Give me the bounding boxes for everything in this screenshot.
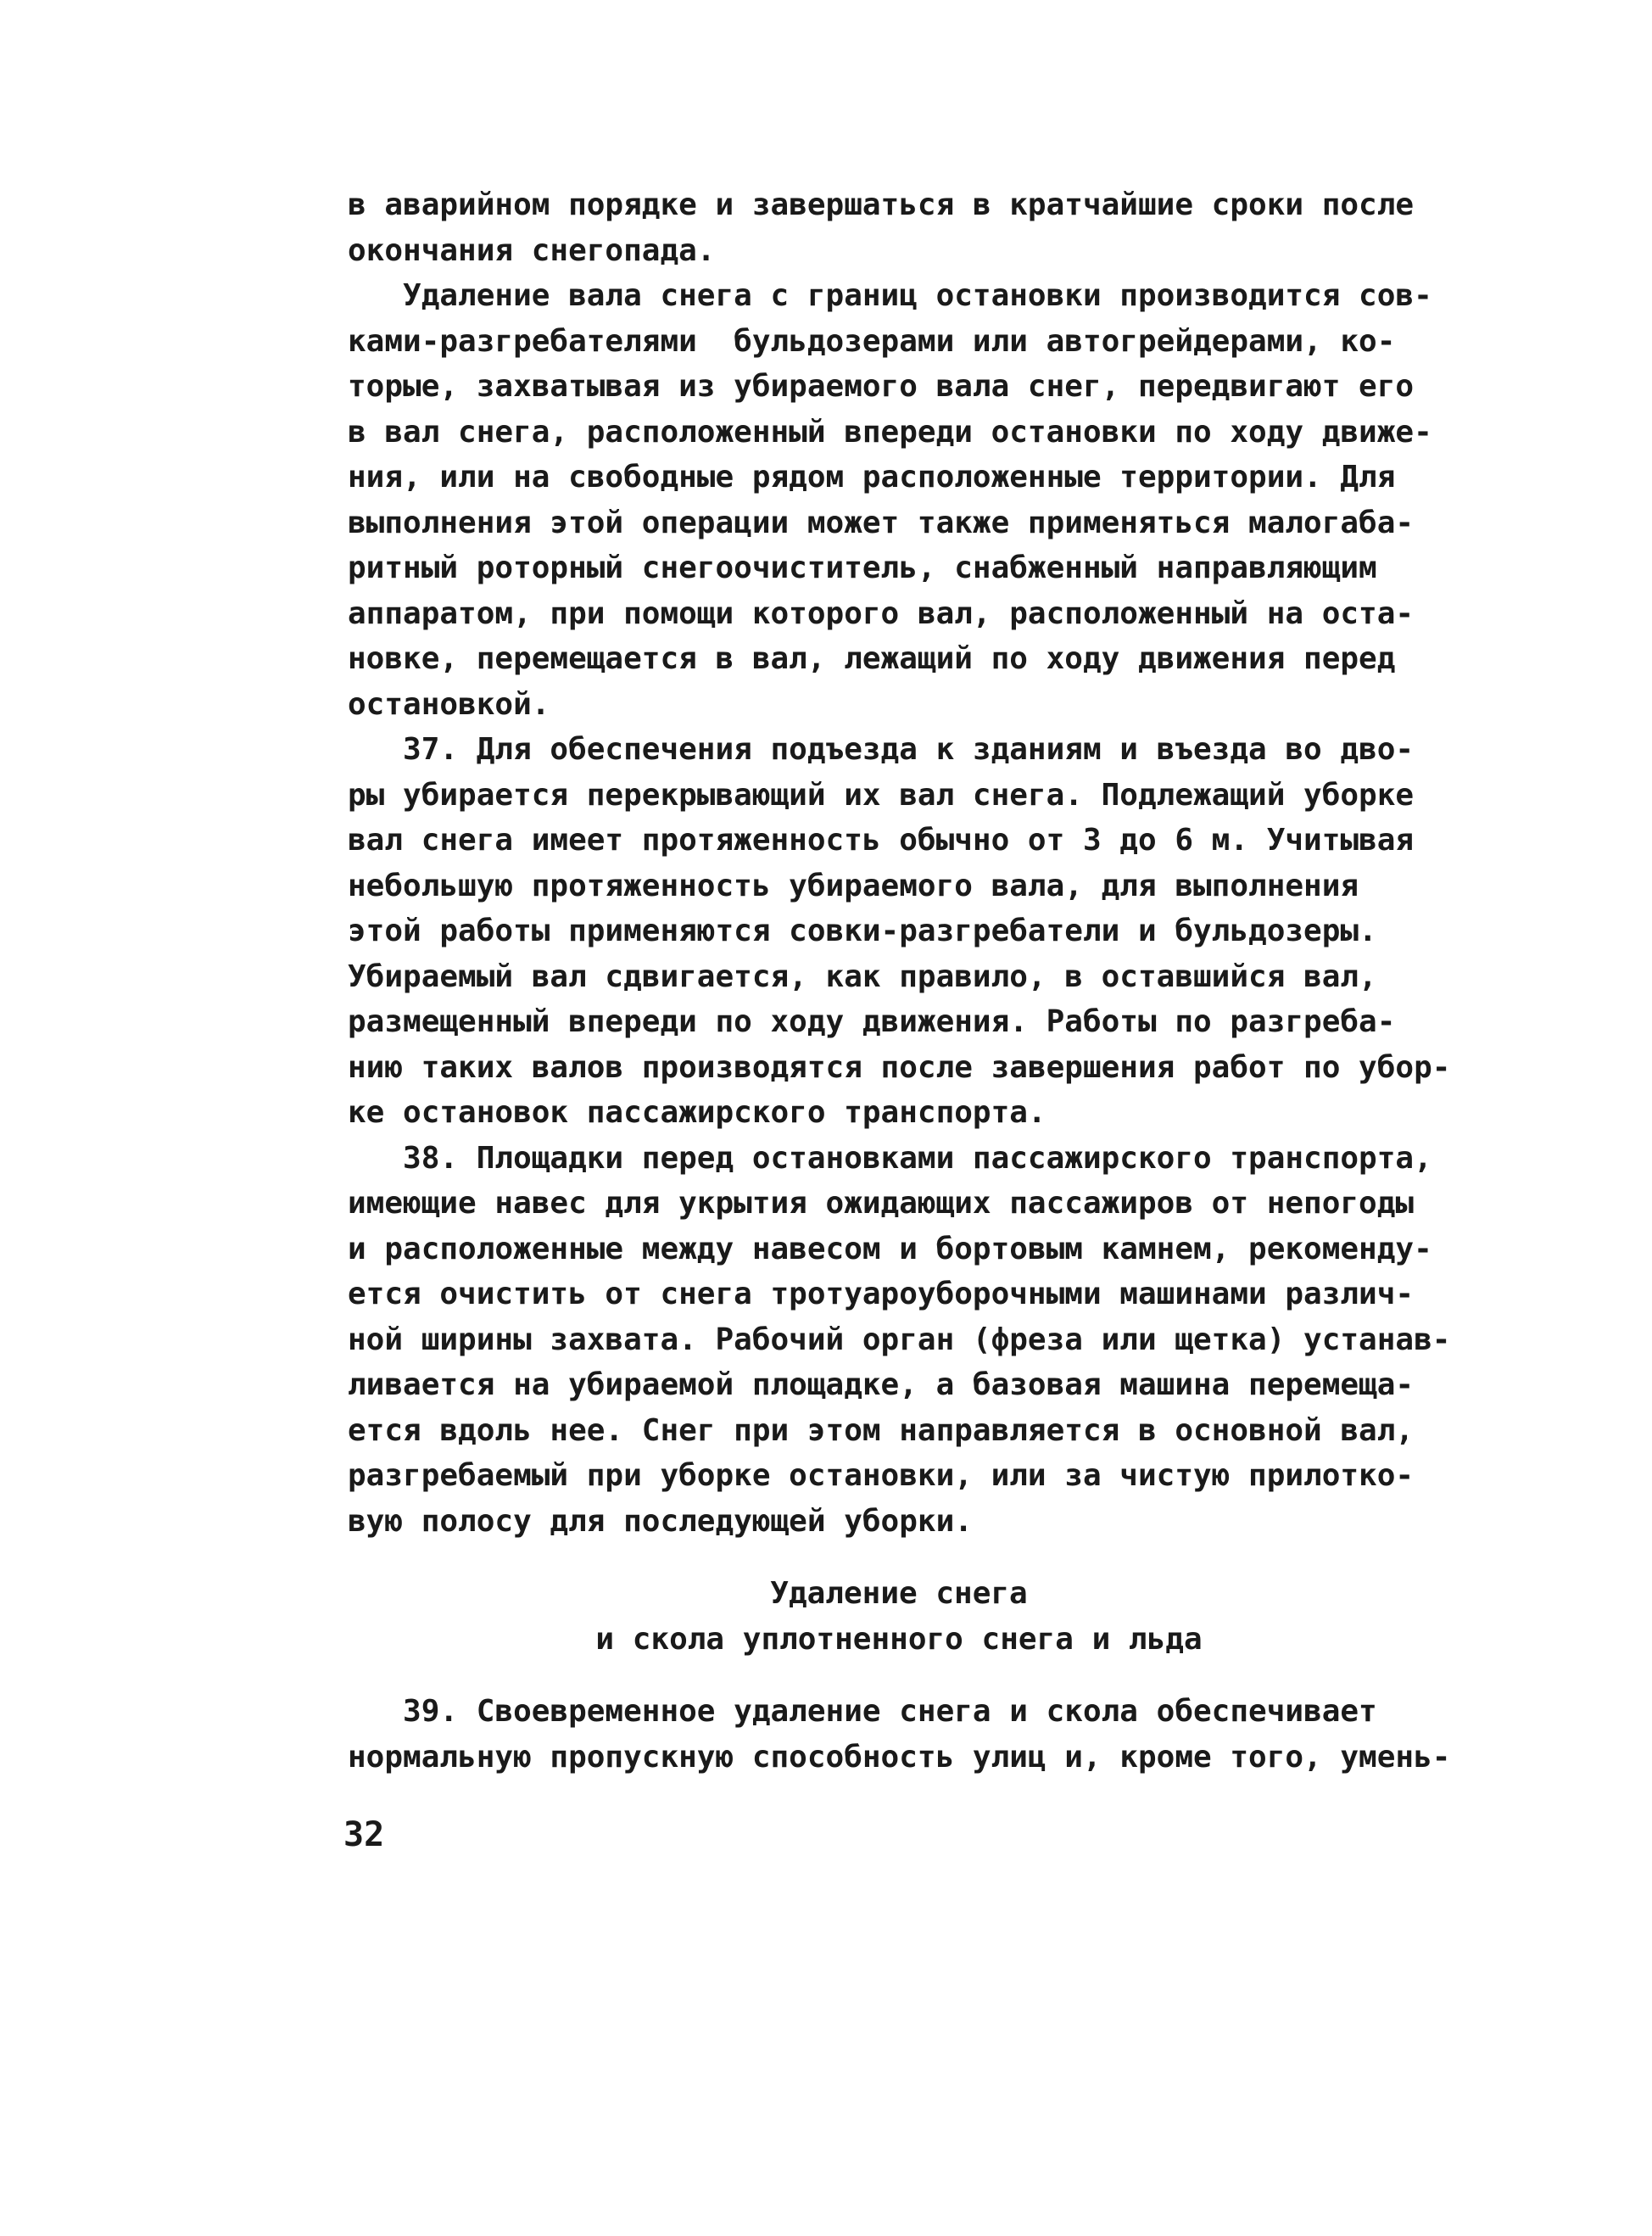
text-line: имеющие навес для укрытия ожидающих пассажиров от непогоды <box>348 1186 1415 1221</box>
section-spacer <box>348 1544 1450 1571</box>
text-line: нормальную пропускную способность улиц и, кроме того, умень- <box>348 1739 1451 1775</box>
text-line: торые, захватывая из убираемого вала снег, передвигают его <box>348 369 1415 404</box>
text-line: аппаратом, при помощи которого вал, расположенный на оста- <box>348 595 1415 631</box>
text-line: ной ширины захвата. Рабочий орган (фреза или щетка) устанав- <box>348 1322 1451 1357</box>
text-line: новке, перемещается в вал, лежащий по ходу движения перед <box>348 641 1396 676</box>
text-line: окончания снегопада. <box>348 232 716 268</box>
text-line: 39. Своевременное удаление снега и скола обеспечивает <box>348 1694 1377 1729</box>
text-line: выполнения этой операции может также применяться малогаба- <box>348 505 1415 540</box>
paragraph-intro <box>348 182 1450 727</box>
text-line: ке остановок пассажирского транспорта. <box>348 1095 1046 1130</box>
paragraph-39 <box>348 1689 1450 1780</box>
page-number: 32 <box>343 1815 385 1854</box>
text-line: в аварийном порядке и завершаться в кратчайшие сроки после <box>348 187 1415 222</box>
text-line: ры убирается перекрывающий их вал снега. Подлежащий уборке <box>348 777 1415 813</box>
paragraph-37 <box>348 727 1450 1136</box>
text-line: и расположенные между навесом и бортовым камнем, рекоменду- <box>348 1231 1432 1266</box>
text-line: небольшую протяженность убираемого вала, для выполнения <box>348 868 1359 903</box>
text-line: размещенный впереди по ходу движения. Работы по разгреба- <box>348 1004 1396 1039</box>
text-line: Удаление вала снега с границ остановки производится сов- <box>348 278 1432 313</box>
text-line: ритный роторный снегоочиститель, снабженный направляющим <box>348 551 1377 585</box>
text-line: этой работы применяются совки-разгребатели и бульдозеры. <box>348 914 1377 948</box>
text-line: ния, или на свободные рядом расположенные территории. Для <box>348 460 1396 495</box>
text-line: ется очистить от снега тротуароуборочными машинами различ- <box>348 1277 1415 1311</box>
text-line: ется вдоль нее. Снег при этом направляется в основной вал, <box>348 1412 1415 1448</box>
text-line: остановкой. <box>348 686 550 722</box>
section-spacer <box>348 1662 1450 1689</box>
text-line: разгребаемый при уборке остановки, или за чистую прилотко- <box>348 1458 1415 1493</box>
section-heading <box>348 1571 1450 1662</box>
text-line: нию таких валов производятся после завершения работ по убор- <box>348 1049 1451 1085</box>
text-line: вую полосу для последующей уборки. <box>348 1503 973 1539</box>
heading-line-2: и скола уплотненного снега и льда <box>595 1621 1203 1657</box>
paragraph-38 <box>348 1136 1450 1545</box>
heading-line-1: Удаление снега <box>770 1576 1028 1611</box>
text-line: Убираемый вал сдвигается, как правило, в оставшийся вал, <box>348 959 1377 994</box>
text-line: вал снега имеет протяженность обычно от 3 до 6 м. Учитывая <box>348 823 1415 858</box>
text-line: ками-разгребателями бульдозерами или автогрейдерами, ко- <box>348 323 1396 359</box>
body-text <box>348 182 1450 1780</box>
text-line: ливается на убираемой площадке, а базовая машина перемеща- <box>348 1367 1415 1402</box>
text-line: 38. Площадки перед остановками пассажирского транспорта, <box>348 1140 1432 1176</box>
text-line: в вал снега, расположенный впереди остановки по ходу движе- <box>348 414 1432 450</box>
text-line: 37. Для обеспечения подъезда к зданиям и въезда во дво- <box>348 732 1415 767</box>
